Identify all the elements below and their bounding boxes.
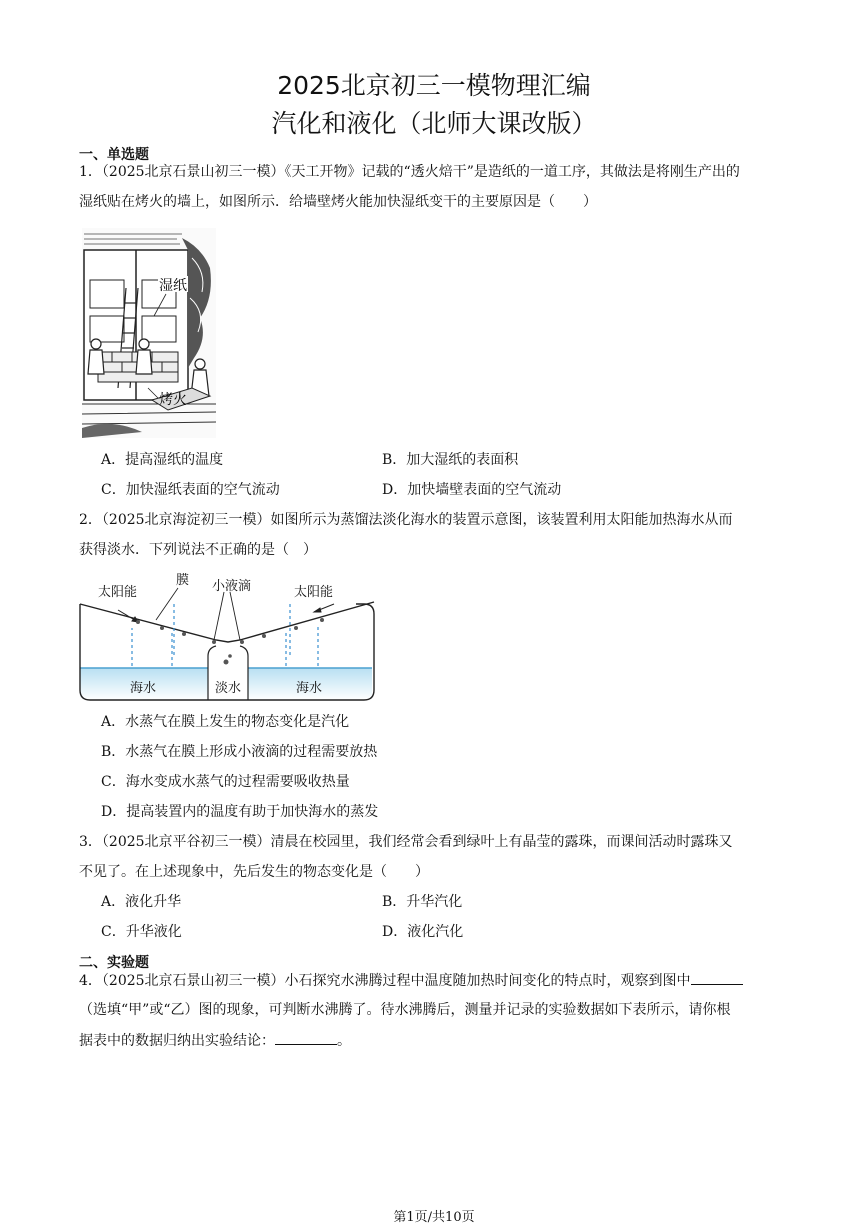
- q2-figure-label-seawater-right: 海水: [296, 681, 323, 696]
- q2-option-b[interactable]: B．水蒸气在膜上形成小液滴的过程需要放热: [101, 744, 378, 760]
- q2-text-line2: 获得淡水．下列说法不正确的是（ ）: [79, 542, 317, 558]
- q4-text-line3-end: 。: [337, 1033, 351, 1049]
- q2-figure-label-freshwater: 淡水: [215, 681, 242, 696]
- q4-blank-1[interactable]: [691, 970, 743, 985]
- q4-text-line1: [79, 970, 795, 991]
- section-heading-single-choice: 一、单选题: [79, 147, 149, 163]
- q3-option-a[interactable]: A．液化升华: [101, 894, 182, 910]
- q1-figure-paper-drying: [82, 228, 216, 438]
- q2-option-c[interactable]: C．海水变成水蒸气的过程需要吸收热量: [101, 774, 350, 790]
- q4-text-line3: [79, 1030, 795, 1051]
- section-heading-experiment: 二、实验题: [79, 955, 149, 971]
- q1-text-line2: 湿纸贴在烤火的墙上，如图所示．给墙壁烤火能加快湿纸变干的主要原因是（ ）: [79, 194, 597, 210]
- q3-option-d[interactable]: D．液化汽化: [382, 924, 464, 940]
- q3-text-line1: 3．（2025北京平谷初三一模）清晨在校园里，我们经常会看到绿叶上有晶莹的露珠，而课间活动时露珠又: [79, 834, 733, 850]
- q4-text-line2: （选填“甲”或“乙）图的现象，可判断水沸腾了。待水沸腾后，测量并记录的实验数据如下表所示，请你根: [79, 1002, 731, 1018]
- q1-figure-label-wet-paper: 湿纸: [159, 278, 187, 294]
- q3-option-c[interactable]: C．升华液化: [101, 924, 182, 940]
- document-subtitle: 汽化和液化（北师大课改版）: [271, 109, 597, 138]
- q1-text-line1: 1．（2025北京石景山初三一模）《天工开物》记载的“透火焙干”是造纸的一道工序，其做法是将刚生产出的: [79, 164, 740, 180]
- q2-text-line1: 2．（2025北京海淀初三一模）如图所示为蒸馏法淡化海水的装置示意图，该装置利用太阳能加热海水从而: [79, 512, 733, 528]
- q2-figure-desalination-device: [78, 570, 376, 704]
- q2-figure-label-solar-right: 太阳能: [294, 585, 334, 600]
- q4-blank-2[interactable]: [275, 1030, 337, 1045]
- q1-option-a[interactable]: A．提高湿纸的温度: [101, 452, 224, 468]
- q1-option-b[interactable]: B．加大湿纸的表面积: [382, 452, 519, 468]
- q2-figure-label-membrane: 膜: [176, 573, 190, 588]
- q4-text-line1-content: 4．（2025北京石景山初三一模）小石探究水沸腾过程中温度随加热时间变化的特点时，观察到图中: [79, 973, 691, 989]
- q2-option-a[interactable]: A．水蒸气在膜上发生的物态变化是汽化: [101, 714, 350, 730]
- document-title: 2025北京初三一模物理汇编: [277, 71, 591, 100]
- q3-option-b[interactable]: B．升华汽化: [382, 894, 463, 910]
- q1-figure-label-fire: 烤火: [159, 392, 187, 408]
- q4-text-line3-content: 据表中的数据归纳出实验结论：: [79, 1033, 275, 1049]
- q2-option-d[interactable]: D．提高装置内的温度有助于加快海水的蒸发: [101, 804, 379, 820]
- q1-option-c[interactable]: C．加快湿纸表面的空气流动: [101, 482, 280, 498]
- q2-figure-label-droplet: 小液滴: [212, 579, 252, 594]
- q3-text-line2: 不见了。在上述现象中，先后发生的物态变化是（ ）: [79, 864, 429, 880]
- q2-figure-label-solar-left: 太阳能: [98, 585, 138, 600]
- q1-option-d[interactable]: D．加快墙壁表面的空气流动: [382, 482, 562, 498]
- page-footer: 第1页/共10页: [393, 1210, 475, 1225]
- q2-figure-label-seawater-left: 海水: [130, 681, 157, 696]
